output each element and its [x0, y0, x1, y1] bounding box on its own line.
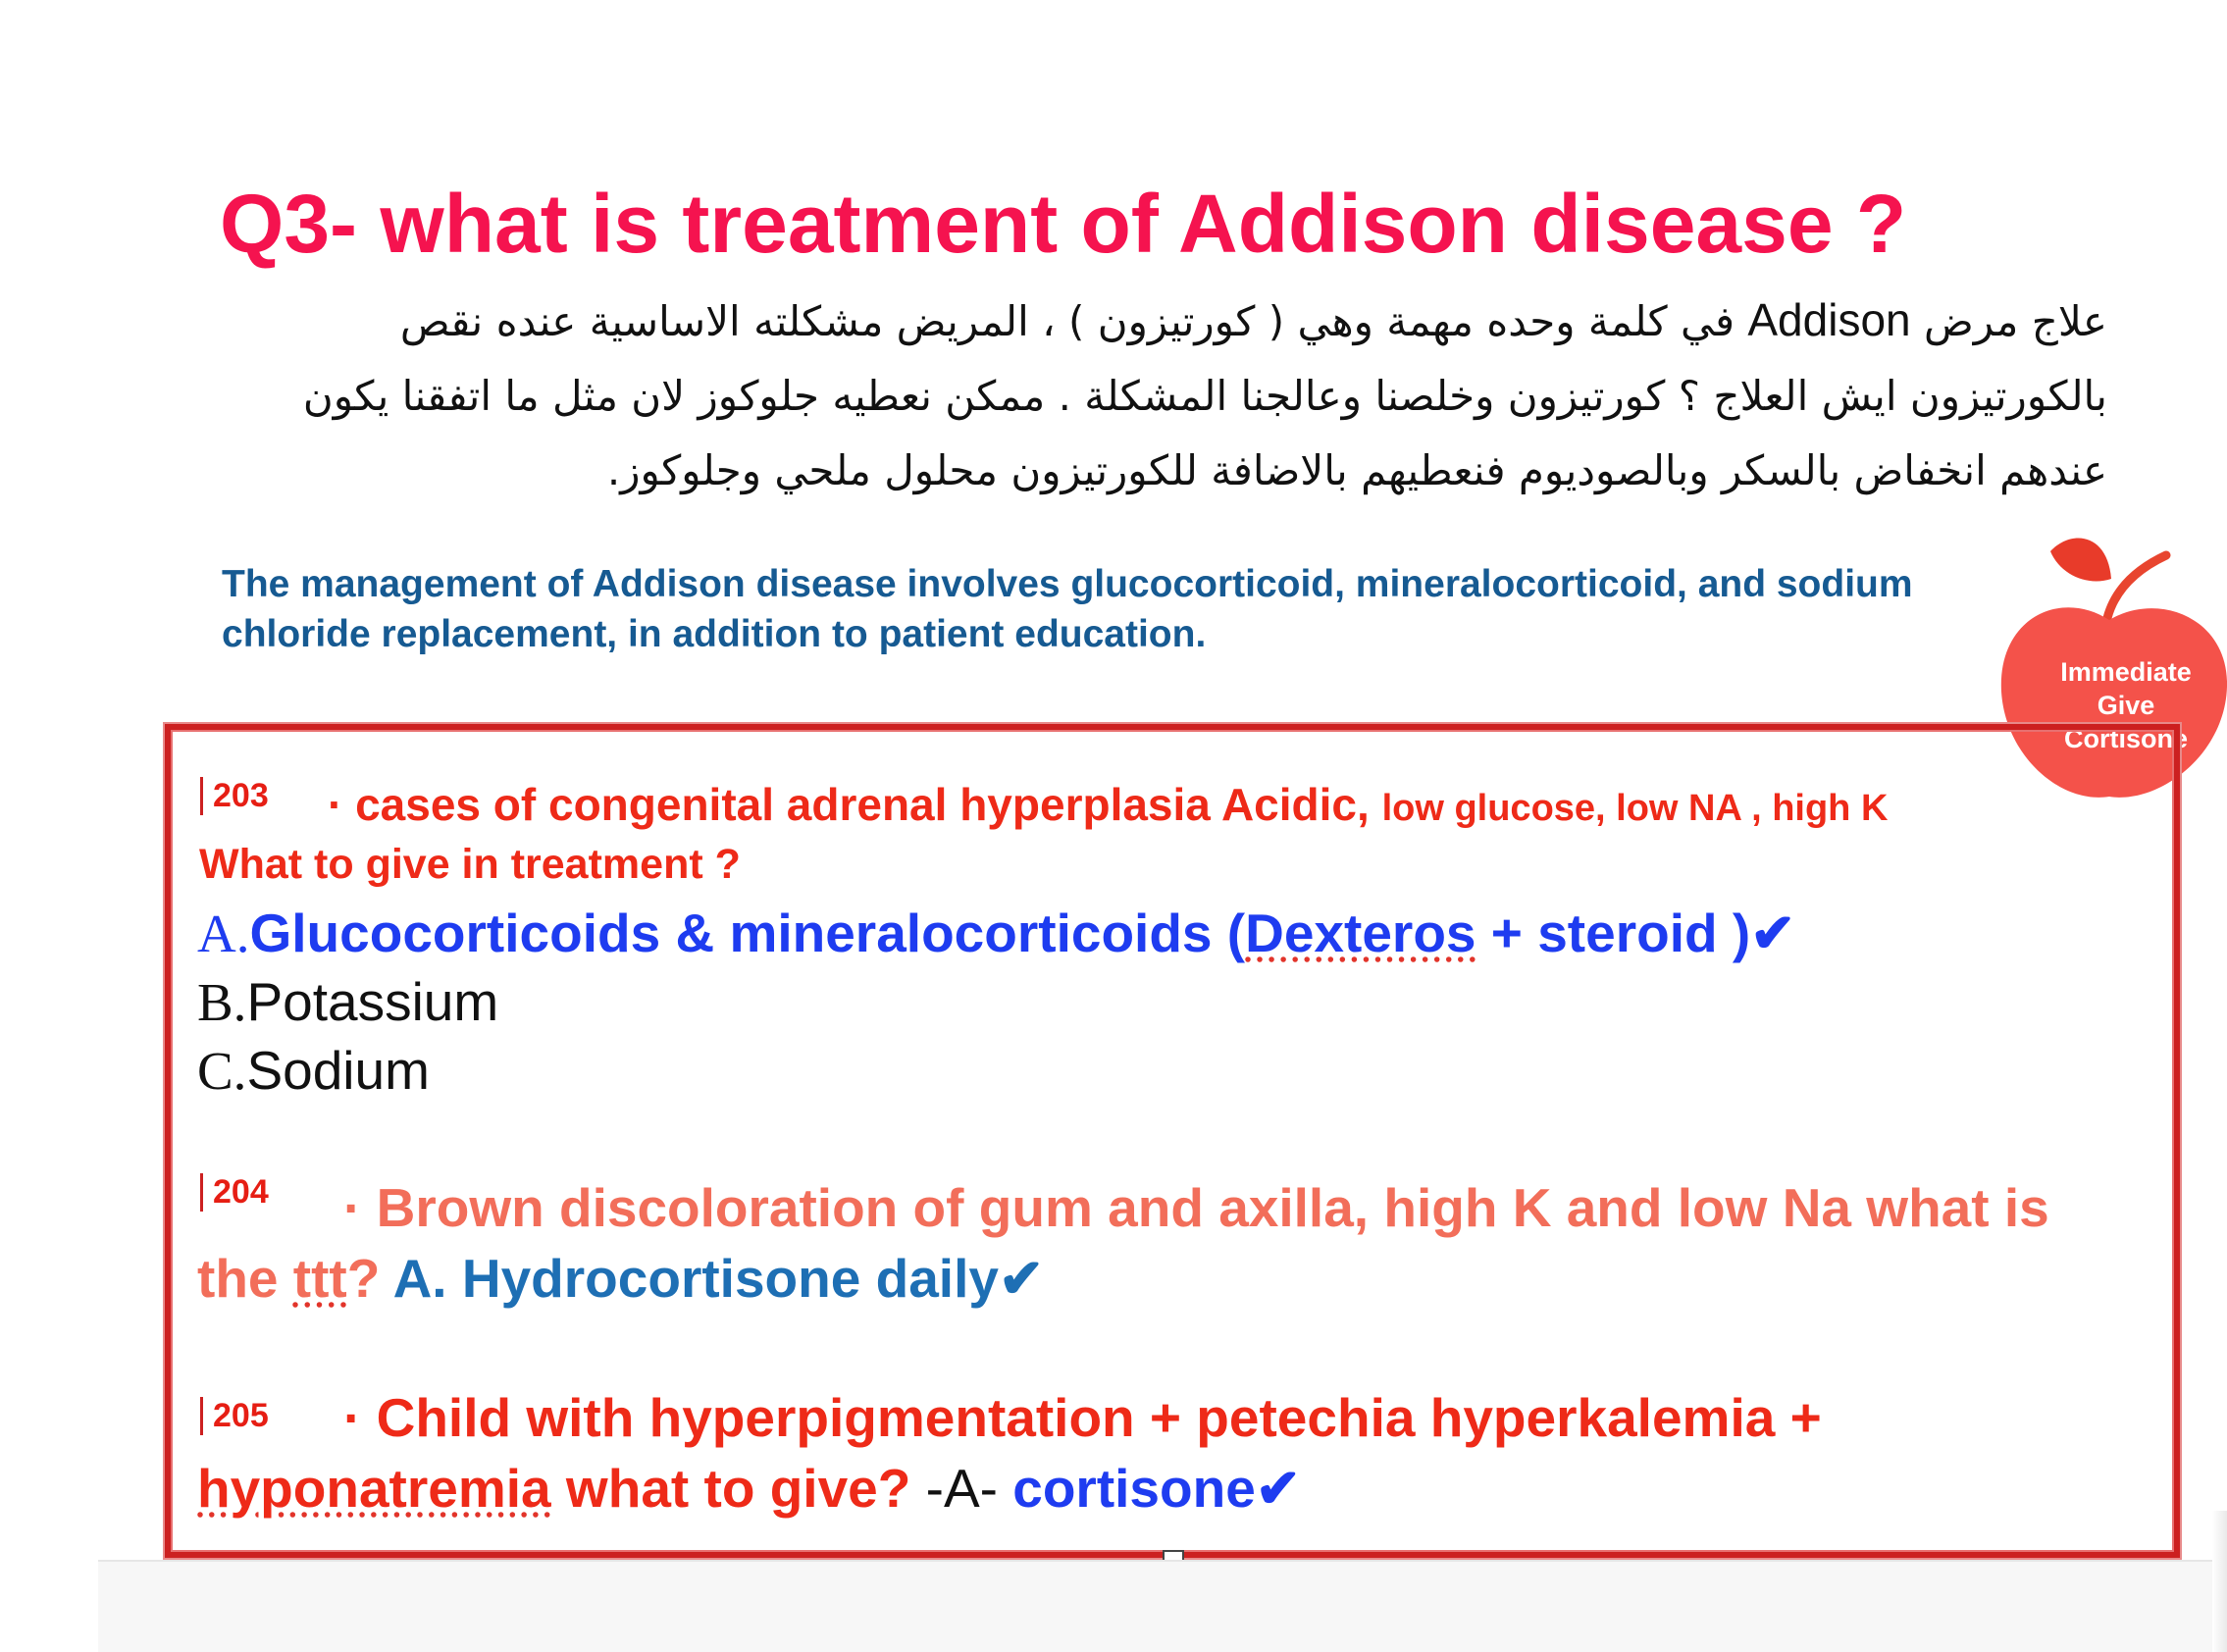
- arabic-text-latin-term: Addison: [1747, 294, 1911, 345]
- page-title: Q3- what is treatment of Addison disease ?: [220, 178, 1907, 270]
- q204-answer: A. Hydrocortisone daily: [392, 1248, 999, 1309]
- q203-option-b-letter: B.: [197, 972, 247, 1032]
- q205-stem-line2-word: hyponatremia: [197, 1458, 551, 1519]
- q204-stem-line2: [197, 1246, 1044, 1311]
- q205-stem-line2-b: what to give?: [550, 1458, 926, 1519]
- check-icon: ✔: [1255, 1458, 1301, 1519]
- q203-stem-line1: [328, 775, 1888, 838]
- q203-stem-line2: What to give in treatment ?: [199, 841, 741, 888]
- q203-option-c: [197, 1038, 430, 1104]
- q204-stem-line2-b: ?: [346, 1248, 393, 1309]
- q203-option-a-note-word: Dexteros: [1245, 903, 1476, 963]
- apple-badge-line2: Give: [2097, 691, 2155, 720]
- q203-option-b: [197, 969, 498, 1035]
- q204-stem-line2-word: ttt: [292, 1248, 347, 1309]
- arabic-text-part1: علاج مرض: [1910, 297, 2107, 345]
- bottom-toolbar-area: [98, 1560, 2227, 1652]
- q203-option-c-text: Sodium: [246, 1040, 430, 1101]
- management-note: The management of Addison disease involves glucocorticoid, mineralocorticoid, and sodium chloride replacement, in addition to patient education.: [222, 563, 1913, 655]
- q203-stem-part2: low glucose, low NA , high K: [1381, 788, 1889, 829]
- question-number-205: 205: [200, 1397, 279, 1435]
- q203-option-b-text: Potassium: [246, 971, 499, 1032]
- q204-stem-line2-a: the: [197, 1248, 293, 1309]
- check-icon: ✔: [998, 1248, 1045, 1309]
- q203-option-c-letter: C.: [197, 1041, 247, 1101]
- q203-stem-part1: · cases of congenital adrenal hyperplasia Acidic,: [328, 779, 1382, 830]
- q203-option-a: [197, 901, 1795, 966]
- q205-answer: cortisone: [1012, 1458, 1256, 1519]
- q203-option-a-text: Glucocorticoids & mineralocorticoids (: [249, 903, 1246, 963]
- window-edge-shadow: [2212, 1511, 2227, 1652]
- q205-answer-prefix: -A-: [925, 1458, 1013, 1519]
- q203-option-a-note-rest: + steroid ): [1476, 903, 1751, 963]
- question-number-204: 204: [200, 1173, 279, 1212]
- arabic-text-part2: في كلمة وحده مهمة وهي ( كورتيزون ) ، المريض مشكلته الاساسية عنده نقص بالكورتيزون ايش العلاج ؟ كورتيزون وخلصنا وعالجنا المشكلة . ممكن نعطيه جلوكوز لان مثل ما اتفقنا يكون عندهم انخفاض بالسكر وبالصوديوم فنعطيهم بالاضافة للكورتيزون محلول ملحي وجلوكوز.: [302, 297, 2107, 494]
- q204-stem-line1: · Brown discoloration of gum and axilla, high K and low Na what is: [343, 1177, 2049, 1238]
- q205-stem-line2: [197, 1456, 1301, 1521]
- arabic-explanation: [235, 283, 2107, 508]
- check-icon: ✔: [1750, 903, 1796, 963]
- q203-option-a-letter: A.: [197, 903, 250, 963]
- apple-badge-line3: Cortisone: [2063, 724, 2188, 753]
- q205-stem-line1: · Child with hyperpigmentation + petechia hyperkalemia +: [343, 1387, 1822, 1448]
- apple-badge-line1: Immediate: [2060, 657, 2192, 687]
- question-number-203: 203: [200, 777, 279, 815]
